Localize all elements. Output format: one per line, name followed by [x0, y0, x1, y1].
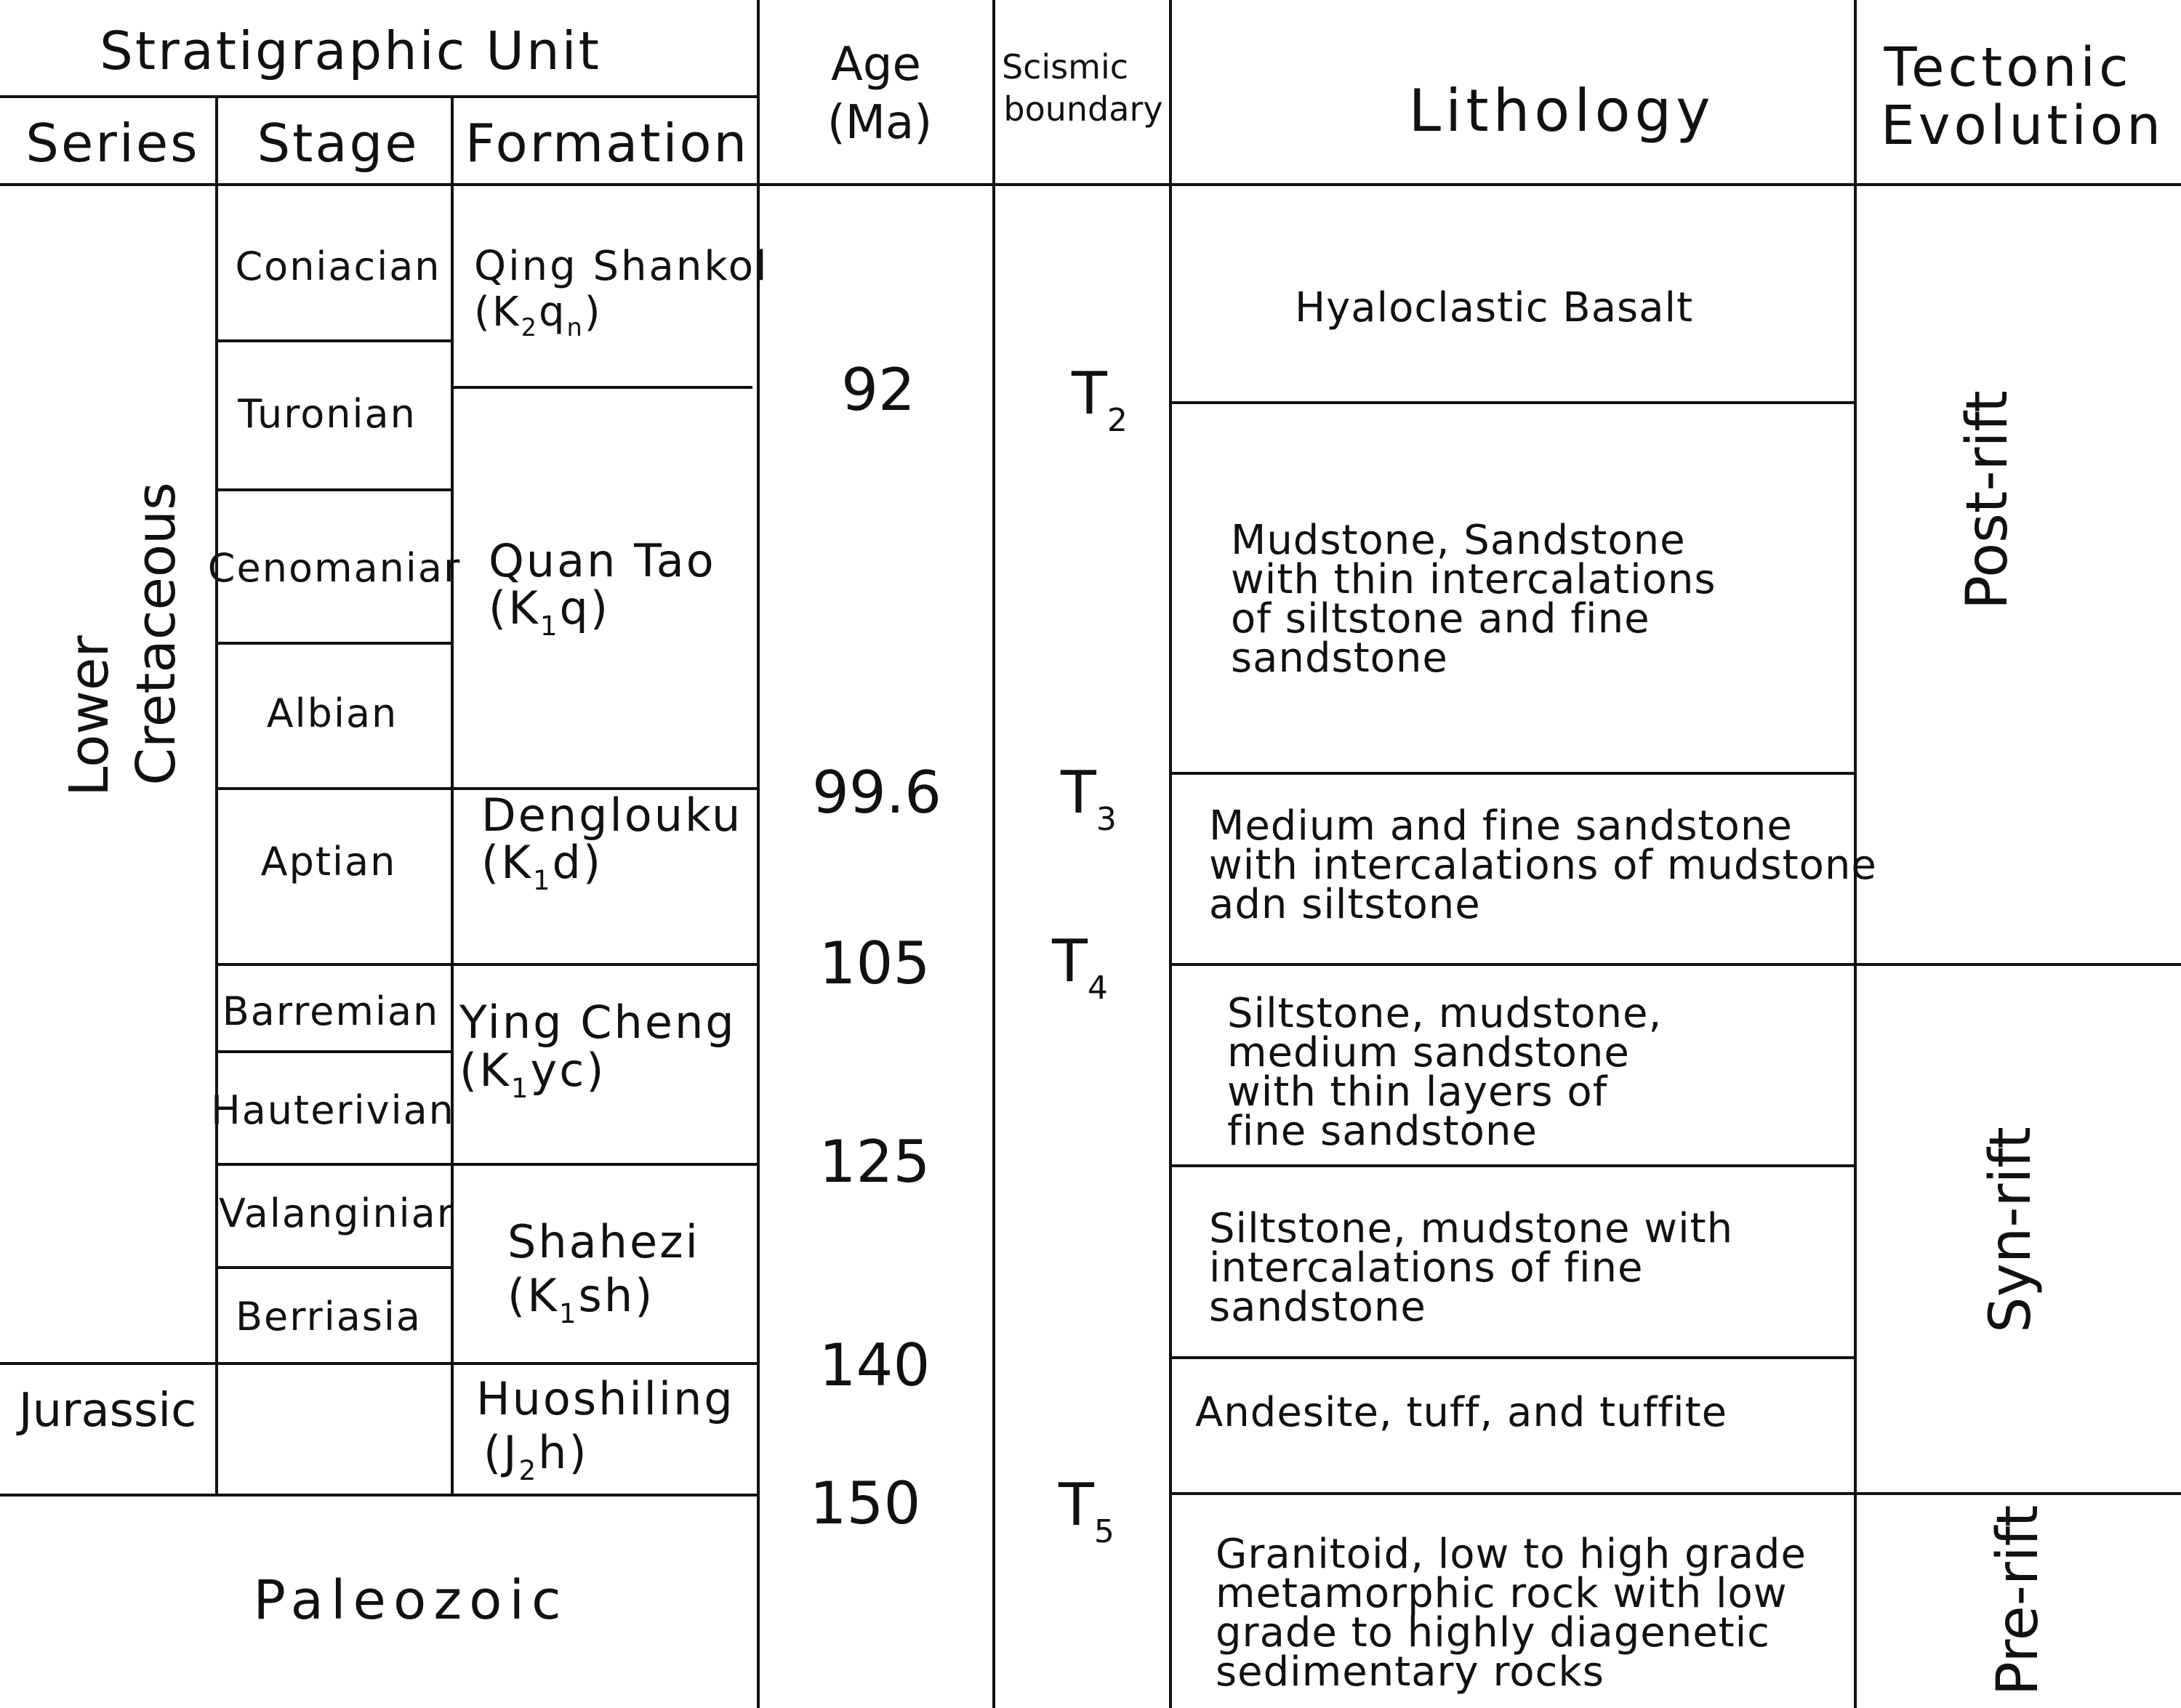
- lithology-line: medium sandstone: [1227, 1029, 1630, 1076]
- header-age-line2: (Ma): [827, 96, 933, 150]
- age-105: 105: [819, 930, 931, 997]
- formation-huoshiling: [476, 1372, 735, 1486]
- lithology-line: metamorphic rock with low: [1216, 1570, 1788, 1617]
- lithology-line: adn siltstone: [1209, 881, 1481, 928]
- formation-name: Ying Cheng: [459, 996, 736, 1049]
- formation-name: Quan Tao: [489, 534, 716, 587]
- lithology-siltstone-fine-sandstone: [1209, 1205, 1733, 1331]
- formation-denglouku: [481, 789, 742, 896]
- formation-quan-tao: [489, 534, 716, 642]
- stage-hauterivian: Hauterivian: [211, 1087, 455, 1133]
- series-paleozoic: Paleozoic: [253, 1569, 569, 1632]
- formation-name: Huoshiling: [476, 1372, 735, 1425]
- formation-code: $(K_1d)$: [481, 836, 603, 896]
- age-140: 140: [819, 1332, 931, 1399]
- tectonic-post-rift: Post-rift: [1955, 390, 2020, 610]
- stage-aptian: Aptian: [260, 839, 397, 885]
- formation-code: $(K_1yc)$: [459, 1044, 606, 1104]
- series-lower-cretaceous-line1: Lower: [58, 635, 121, 797]
- tectonic-column: [1955, 390, 2051, 1696]
- formation-qing-shankol: [474, 243, 769, 342]
- stage-coniacian: Coniacian: [235, 243, 441, 289]
- series-jurassic: Jurassic: [18, 1384, 197, 1438]
- lithology-line: Siltstone, mudstone,: [1227, 990, 1663, 1037]
- lithology-line: intercalations of fine: [1209, 1244, 1644, 1292]
- header-seismic-line1: Scismic: [1001, 47, 1129, 86]
- header-seismic-line2: boundary: [1003, 89, 1163, 129]
- formation-code: $(K_1q)$: [489, 581, 611, 642]
- formation-ying-cheng: [459, 996, 736, 1104]
- header-formation: Formation: [465, 113, 750, 174]
- stage-turonian: Turonian: [238, 391, 417, 437]
- stage-berriasian: Berriasia: [235, 1294, 422, 1340]
- seismic-t4: $T_4$: [1052, 927, 1108, 1007]
- formation-name: Shahezi: [507, 1215, 700, 1268]
- formation-name: Qing Shankol: [474, 243, 769, 290]
- age-92: 92: [841, 356, 915, 424]
- seismic-t2: $T_2$: [1072, 360, 1128, 439]
- header-lithology: Lithology: [1408, 77, 1715, 145]
- header-tectonic-line1: Tectonic: [1884, 36, 2132, 99]
- lithology-line: sandstone: [1231, 635, 1448, 682]
- formation-code: $(K_1sh)$: [507, 1269, 655, 1329]
- header-tectonic-line2: Evolution: [1880, 94, 2165, 157]
- lithology-line: Siltstone, mudstone with: [1209, 1205, 1734, 1252]
- lithology-line: of siltstone and fine: [1231, 595, 1650, 642]
- series-lower-cretaceous-line2: Cretaceous: [125, 482, 188, 786]
- age-150: 150: [809, 1470, 921, 1537]
- lithology-line: Mudstone, Sandstone: [1231, 517, 1686, 564]
- formation-shahezi: [507, 1215, 700, 1329]
- lithology-line: with thin layers of: [1227, 1068, 1608, 1116]
- formation-code: $(K_2q_n)$: [474, 289, 603, 342]
- formation-code: $(J_2h)$: [483, 1426, 589, 1486]
- age-column: [810, 356, 941, 1537]
- lithology-granitoid: [1216, 1531, 1807, 1696]
- header-age-line1: Age: [831, 38, 921, 92]
- formation-name: Denglouku: [481, 789, 743, 842]
- lithology-medium-fine-sandstone: [1209, 802, 1877, 928]
- lithology-line: grade to highly diagenetic: [1216, 1609, 1770, 1656]
- stage-valanginian: Valanginiar: [219, 1191, 454, 1236]
- tectonic-syn-rift: Syn-rift: [1978, 1127, 2044, 1333]
- header-stage: Stage: [257, 113, 419, 174]
- lithology-line: fine sandstone: [1227, 1108, 1538, 1155]
- lithology-hyaloclastic-basalt: Hyaloclastic Basalt: [1294, 284, 1694, 331]
- lithology-andesite: Andesite, tuff, and tuffite: [1194, 1389, 1728, 1436]
- lithology-line: Medium and fine sandstone: [1209, 802, 1793, 850]
- stage-albian: Albian: [266, 690, 398, 736]
- lithology-mudstone-sandstone: [1231, 517, 1716, 682]
- stage-cenomanian: Cenomaniar: [207, 545, 462, 591]
- tectonic-pre-rift: Pre-rift: [1985, 1504, 2051, 1696]
- lithology-line: sandstone: [1209, 1284, 1426, 1331]
- header-stratigraphic-unit: Stratigraphic Unit: [100, 20, 601, 81]
- lithology-siltstone-medium-sandstone: [1227, 990, 1662, 1155]
- seismic-t3: $T_3$: [1061, 759, 1117, 838]
- lithology-line: with thin intercalations: [1231, 556, 1716, 603]
- age-125: 125: [819, 1128, 931, 1196]
- lithology-column: [1195, 284, 1877, 1696]
- lithology-line: with intercalations of mudstone: [1209, 842, 1877, 889]
- header-series: Series: [25, 113, 200, 174]
- seismic-t5: $T_5$: [1059, 1471, 1114, 1550]
- lithology-line: sedimentary rocks: [1216, 1648, 1604, 1696]
- stage-barremian: Barremian: [222, 988, 440, 1034]
- seismic-boundary-column: [1051, 360, 1128, 1550]
- stage-column: [208, 243, 461, 1340]
- lithology-line: Granitoid, low to high grade: [1216, 1531, 1807, 1578]
- formation-column: [459, 243, 769, 1486]
- age-99-6: 99.6: [811, 759, 942, 826]
